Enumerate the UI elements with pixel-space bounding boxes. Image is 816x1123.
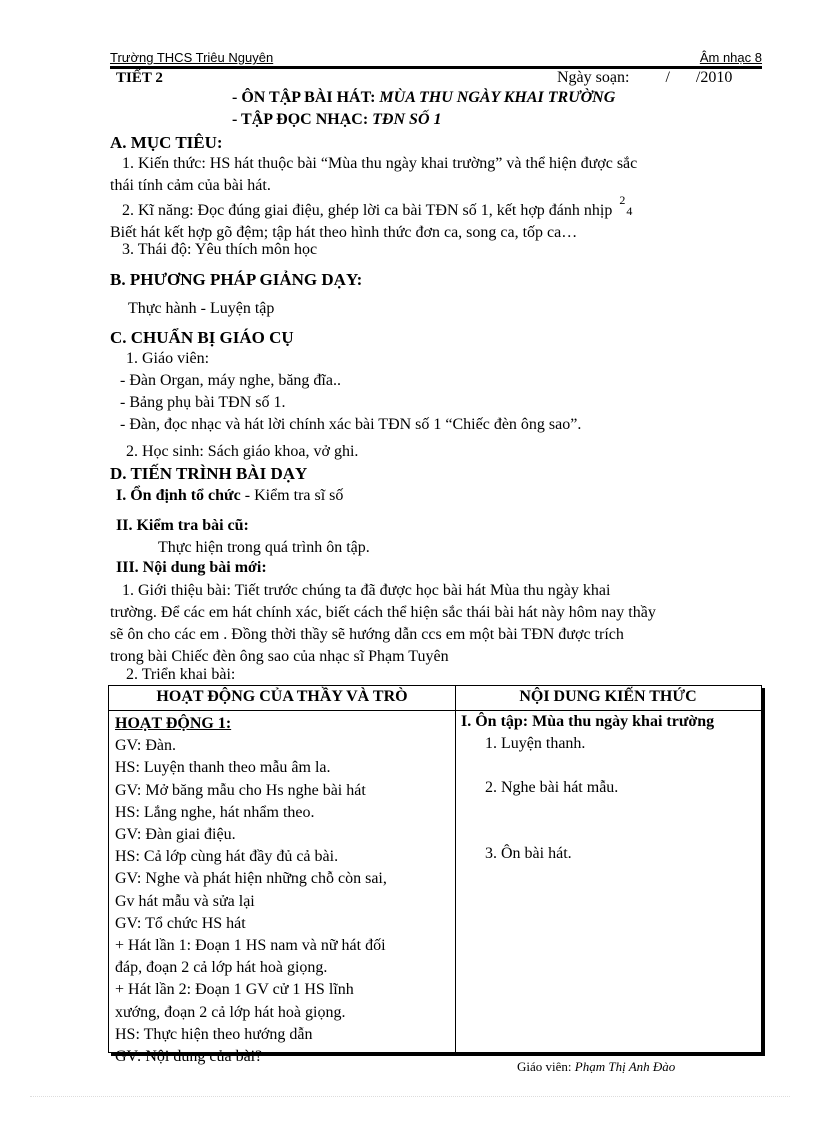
activity-line: + Hát lần 1: Đoạn 1 HS nam và nữ hát đối [115, 937, 386, 955]
content-item-2: 2. Nghe bài hát mẫu. [485, 779, 619, 796]
activity-line: xướng, đoạn 2 cả lớp hát hoà giọng. [115, 1003, 346, 1021]
prep-date-label: Ngày soạn: [557, 69, 630, 86]
table-column-divider [455, 686, 456, 1052]
table-shadow-right [762, 688, 765, 1056]
section-c-item-3: - Đàn, đọc nhạc và hát lời chính xác bài TĐN số 1 “Chiếc đèn ông sao”. [120, 416, 582, 433]
skills-line-1 [110, 193, 770, 222]
school-name: Trường THCS Triêu Nguyên [110, 50, 274, 65]
section-a-heading: A. MỤC TIÊU: [110, 133, 223, 152]
knowledge-line-2: thái tính cảm của bài hát. [110, 177, 271, 194]
section-c-teacher: 1. Giáo viên: [126, 350, 210, 367]
activity-line: + Hát lần 2: Đoạn 1 GV cử 1 HS lĩnh [115, 981, 354, 999]
prep-date-value: / /2010 [665, 69, 733, 86]
content-item-1: 1. Luyện thanh. [485, 735, 586, 752]
activity-line: đáp, đoạn 2 cả lớp hát hoà giọng. [115, 959, 328, 977]
activity-line: GV: Tổ chức HS hát [115, 914, 246, 932]
intro-paragraph [110, 580, 770, 668]
lesson-title-2 [232, 111, 442, 129]
section-b-heading: B. PHƯƠNG PHÁP GIẢNG DẠY: [110, 270, 363, 289]
activity-title: HOẠT ĐỘNG 1: [115, 715, 232, 732]
skills-line-2: Biết hát kết hợp gõ đệm; tập hát theo hình thức đơn ca, song ca, tốp ca… [110, 224, 578, 241]
section-c-item-1: - Đàn Organ, máy nghe, băng đĩa.. [120, 372, 341, 389]
step-ii-text: Thực hiện trong quá trình ôn tập. [158, 539, 370, 556]
activity-line: HS: Lắng nghe, hát nhẩm theo. [115, 803, 315, 821]
step-i-text: - Kiểm tra sĩ số [240, 487, 344, 504]
activity-table [108, 685, 762, 1066]
content-title: I. Ôn tập: Mùa thu ngày khai trường [461, 713, 715, 730]
knowledge-line-1: 1. Kiến thức: HS hát thuộc bài “Mùa thu ngày khai trường” và thể hiện được sắc [122, 155, 638, 172]
activity-line: GV: Nghe và phát hiện những chỗ còn sai, [115, 870, 387, 888]
section-b-text: Thực hành - Luyện tập [128, 300, 275, 317]
lesson-title-1 [232, 89, 615, 107]
activity-line: HS: Luyện thanh theo mẫu âm la. [115, 759, 331, 777]
footer-teacher-name: Phạm Thị Anh Đào [574, 1059, 676, 1074]
activity-line: HS: Cả lớp cùng hát đầy đủ cả bài. [115, 848, 339, 866]
page-footer [517, 1059, 675, 1075]
title-2-name: TĐN SỐ 1 [372, 111, 442, 128]
intro-line-4: trong bài Chiếc đèn ông sao của nhạc sĩ Phạm Tuyên [110, 648, 449, 665]
section-c-heading: C. CHUẨN BỊ GIÁO CỤ [110, 328, 294, 347]
title-1-prefix: - ÔN TẬP BÀI HÁT: [232, 89, 376, 106]
section-a-attitude: 3. Thái độ: Yêu thích môn học [122, 241, 318, 258]
time-signature-bottom: 4 [626, 204, 633, 218]
step-ii-label: II. Kiểm tra bài cũ: [116, 517, 249, 534]
title-2-prefix: - TẬP ĐỌC NHẠC: [232, 111, 369, 128]
title-1-name: MÙA THU NGÀY KHAI TRƯỜNG [379, 89, 616, 106]
prep-date [557, 69, 732, 87]
page-bottom-dotted-line [30, 1096, 790, 1097]
activity-line: HS: Thực hiện theo hướng dẫn [115, 1025, 313, 1043]
time-signature-top: 2 [619, 193, 626, 207]
time-signature [616, 193, 634, 218]
lesson-period: TIẾT 2 [116, 70, 163, 86]
intro-line-1: 1. Giới thiệu bài: Tiết trước chúng ta đã được học bài hát Mùa thu ngày khai [122, 582, 611, 599]
table-header-content: NỘI DUNG KIẾN THỨC [519, 688, 697, 705]
section-c-item-2: - Bảng phụ bài TĐN số 1. [120, 394, 286, 411]
section-c-student: 2. Học sinh: Sách giáo khoa, vở ghi. [126, 443, 359, 460]
activity-line: GV: Đàn. [115, 737, 177, 755]
deploy-label: 2. Triển khai bài: [126, 666, 236, 683]
subject-name: Âm nhạc 8 [699, 50, 762, 65]
section-a-skills [110, 193, 770, 244]
step-i-label: I. Ổn định tổ chức [116, 487, 241, 504]
section-a-knowledge [110, 153, 770, 197]
page-header [110, 50, 762, 67]
table-header-activities: HOẠT ĐỘNG CỦA THẦY VÀ TRÒ [156, 688, 408, 705]
table-header-divider [109, 710, 761, 711]
activity-line: GV: Mở băng mẫu cho Hs nghe bài hát [115, 781, 366, 799]
activity-line: GV: Nội dung của bài? [115, 1048, 263, 1066]
step-iii-label: III. Nội dung bài mới: [116, 559, 267, 576]
footer-label: Giáo viên: [517, 1059, 572, 1074]
activities-column [115, 713, 451, 1068]
activity-line: GV: Đàn giai điệu. [115, 826, 236, 844]
intro-line-2: trường. Để các em hát chính xác, biết cách thể hiện sắc thái bài hát này hôm nay thầy [110, 604, 656, 621]
content-item-3: 3. Ôn bài hát. [485, 845, 572, 862]
section-d-heading: D. TIẾN TRÌNH BÀI DẠY [110, 464, 308, 483]
activity-line: Gv hát mẫu và sửa lại [115, 892, 255, 910]
intro-line-3: sẽ ôn cho các em . Đồng thời thầy sẽ hướng dẫn ccs em một bài TĐN được trích [110, 626, 624, 643]
skills-text: 2. Kĩ năng: Đọc đúng giai điệu, ghép lời ca bài TĐN số 1, kết hợp đánh nhịp [122, 202, 613, 219]
step-i [116, 487, 343, 505]
